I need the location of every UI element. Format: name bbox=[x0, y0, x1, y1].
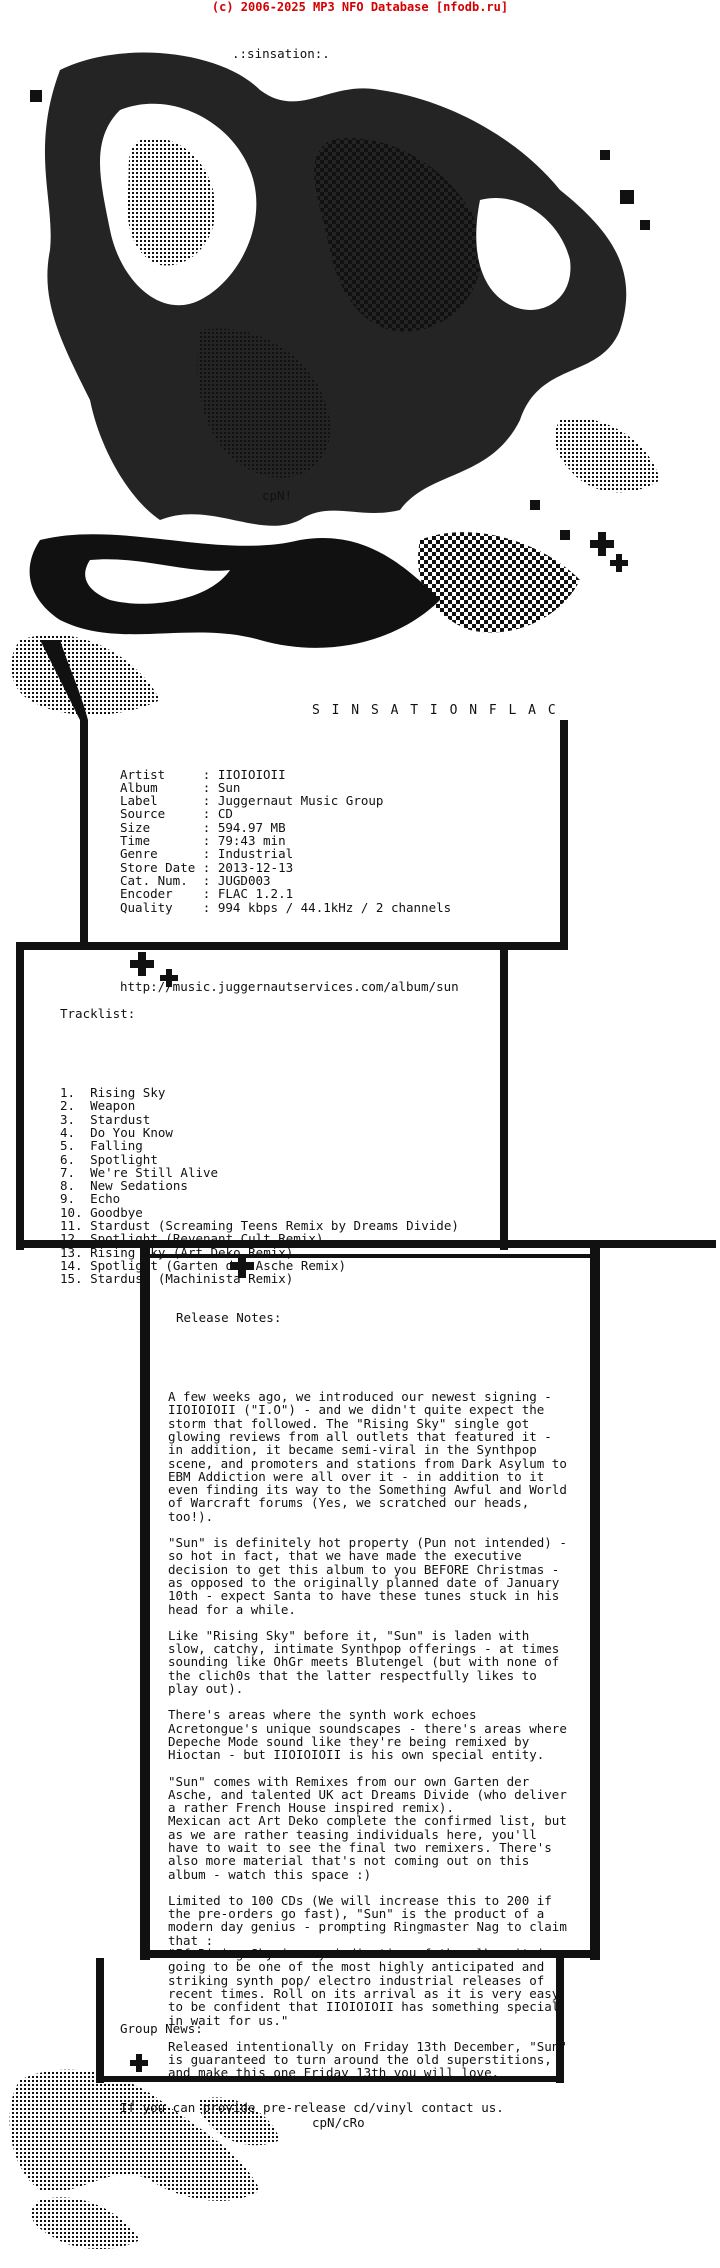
title-tag: .:sinsation:. bbox=[232, 46, 330, 61]
info-row: Source : CD bbox=[120, 806, 233, 822]
track-number: 13. bbox=[60, 1244, 91, 1260]
info-row: Encoder : FLAC 1.2.1 bbox=[120, 886, 294, 902]
nfodb-header: (c) 2006-2025 MP3 NFO Database [nfodb.ru] bbox=[211, 0, 509, 14]
track-number: 6. bbox=[60, 1151, 91, 1167]
track-item bbox=[60, 1166, 459, 1179]
track-number: 14. bbox=[60, 1257, 91, 1273]
info-label: Cat. Num. bbox=[120, 872, 203, 888]
track-number: 4. bbox=[60, 1124, 91, 1140]
track-item bbox=[60, 1219, 459, 1232]
track-title: Falling bbox=[90, 1138, 143, 1154]
track-item bbox=[60, 1246, 459, 1259]
info-value: 79:43 min bbox=[217, 833, 286, 849]
track-item bbox=[60, 1192, 459, 1205]
tracklist-block bbox=[60, 980, 459, 1299]
news-heading: Group News: bbox=[120, 2020, 203, 2036]
track-number: 9. bbox=[60, 1191, 91, 1207]
info-label: Quality bbox=[120, 899, 203, 915]
track-item bbox=[60, 1232, 459, 1245]
track-title: Rising Sky (Art Deko Remix) bbox=[90, 1244, 294, 1260]
info-value: JUGD003 bbox=[217, 872, 271, 888]
info-label: Store Date bbox=[120, 859, 203, 875]
info-value: Sun bbox=[217, 779, 241, 795]
track-title: Echo bbox=[90, 1191, 121, 1207]
track-title: We're Still Alive bbox=[90, 1164, 219, 1180]
info-row: Album : Sun bbox=[120, 779, 241, 795]
track-title: Stardust bbox=[90, 1111, 151, 1127]
notes-heading: Release Notes: bbox=[176, 1309, 282, 1325]
notes-paragraph: Like "Rising Sky" before it, "Sun" is laden with slow, catchy, intimate Synthpop offerings - at times sounding like OhGr meets Blutengel (but with none of the clich0s that the latter respectfully likes to play out). bbox=[168, 1627, 560, 1697]
track-number: 7. bbox=[60, 1164, 91, 1180]
track-number: 12. bbox=[60, 1231, 91, 1247]
info-row: Quality : 994 kbps / 44.1kHz / 2 channels bbox=[120, 899, 452, 915]
track-title: Stardust (Machinista Remix) bbox=[90, 1271, 294, 1287]
info-label: Artist bbox=[120, 766, 203, 782]
notes-paragraph: "Sun" comes with Remixes from our own Garten der Asche, and talented UK act Dreams Divide (who deliver a rather French House inspired remix). Mexican act Art Deko complete the confirmed list, but as we are rather teasing individuals here, you'll have to wait to see the final two remixers. There's also more material that's not coming out on this album - watch this space :) bbox=[168, 1773, 567, 1882]
info-value: CD bbox=[217, 806, 233, 822]
track-title: Spotlight (Garten der Asche Remix) bbox=[90, 1257, 346, 1273]
info-value: 594.97 MB bbox=[217, 819, 286, 835]
track-title: New Sedations bbox=[90, 1178, 188, 1194]
info-label: Album bbox=[120, 779, 203, 795]
info-row: Store Date : 2013-12-13 bbox=[120, 859, 294, 875]
track-number: 10. bbox=[60, 1204, 91, 1220]
track-item bbox=[60, 1113, 459, 1126]
track-item bbox=[60, 1099, 459, 1112]
info-label: Source bbox=[120, 806, 203, 822]
info-label: Time bbox=[120, 833, 203, 849]
track-title: Rising Sky bbox=[90, 1085, 166, 1101]
track-item bbox=[60, 1126, 459, 1139]
notes-paragraph: A few weeks ago, we introduced our newest signing - IIOIOIOII ("I.O") - and we didn't quite expect the storm that followed. The "Rising Sky" single got glowing reviews from all outlets that featured it - in addition, it became semi-viral in the Synthpop scene, and promoters and stations from Dark Asylum to EBM Addiction were all over it - in addition to it even finding its way to the Something Awful and World of Warcraft forums (Yes, we scratched our heads, too!). bbox=[168, 1389, 567, 1524]
tracklist-heading: Tracklist: bbox=[60, 1005, 136, 1021]
info-value: Industrial bbox=[217, 846, 294, 862]
track-title: Spotlight (Revenant Cult Remix) bbox=[90, 1231, 324, 1247]
info-value: 994 kbps / 44.1kHz / 2 channels bbox=[217, 899, 452, 915]
track-title: Spotlight bbox=[90, 1151, 158, 1167]
info-block bbox=[120, 741, 459, 1007]
track-item bbox=[60, 1153, 459, 1166]
track-number: 3. bbox=[60, 1111, 91, 1127]
creature-art bbox=[11, 53, 660, 715]
info-row: Time : 79:43 min bbox=[120, 833, 286, 849]
track-item bbox=[60, 1086, 459, 1099]
info-value: Juggernaut Music Group bbox=[217, 793, 384, 809]
track-number: 15. bbox=[60, 1271, 91, 1287]
track-number: 5. bbox=[60, 1138, 91, 1154]
info-label: Genre bbox=[120, 846, 203, 862]
notes-paragraph: Limited to 100 CDs (We will increase this to 200 if the pre-orders go fast), "Sun" is the product of a modern day genius - prompting Ringmaster Nag to claim that : "If Rising Sky is any indication of the album it is going to be one of the most highly anticipated and striking synth pop/ electro industrial releases of recent times. Roll on its arrival as it is very easy to be confident that IIOIOIOII has something special in wait for us." bbox=[168, 1892, 567, 2028]
notes-paragraph: There's areas where the synth work echoes Acretongue's unique soundscapes - there's areas where Depeche Mode sound like they're being remixed by Hioctan - but IIOIOIOII is his own special entity. bbox=[168, 1707, 567, 1763]
notes-block bbox=[168, 1284, 567, 2106]
track-item bbox=[60, 1179, 459, 1192]
notes-paragraph: Released intentionally on Friday 13th December, "Sun" is guaranteed to turn around the old superstitions, and make this one Friday 13th you will love. bbox=[168, 2038, 567, 2081]
info-value: IIOIOIOII bbox=[217, 766, 286, 782]
info-list bbox=[120, 768, 459, 914]
track-item bbox=[60, 1259, 459, 1272]
info-value: 2013-12-13 bbox=[217, 859, 294, 875]
info-label: Size bbox=[120, 819, 203, 835]
track-number: 1. bbox=[60, 1085, 91, 1101]
track-list bbox=[60, 1086, 459, 1285]
info-row: Label : Juggernaut Music Group bbox=[120, 793, 384, 809]
track-item bbox=[60, 1139, 459, 1152]
info-row: Size : 594.97 MB bbox=[120, 819, 286, 835]
info-label: Label bbox=[120, 793, 203, 809]
news-text: If you can provide pre-release cd/vinyl contact us. bbox=[120, 2100, 504, 2116]
track-number: 11. bbox=[60, 1218, 91, 1234]
track-title: Do You Know bbox=[90, 1124, 173, 1140]
track-number: 8. bbox=[60, 1178, 91, 1194]
info-row: Genre : Industrial bbox=[120, 846, 294, 862]
artist-signature: cpN! bbox=[262, 488, 293, 503]
track-title: Stardust (Screaming Teens Remix by Dreams Divide) bbox=[90, 1218, 459, 1234]
info-row: Cat. Num. : JUGD003 bbox=[120, 872, 271, 888]
track-number: 2. bbox=[60, 1098, 91, 1114]
info-row: Artist : IIOIOIOII bbox=[120, 766, 286, 782]
track-item bbox=[60, 1206, 459, 1219]
notes-paragraph: "Sun" is definitely hot property (Pun not intended) - so hot in fact, that we have made the executive decision to get this album to you BEFORE Christmas - as opposed to the originally planned date of January 10th - expect Santa to have these tunes stuck in his head for a while. bbox=[168, 1535, 567, 1617]
track-title: Goodbye bbox=[90, 1204, 143, 1220]
notes-list bbox=[168, 1390, 567, 2080]
footer-signature: cpN/cRo bbox=[312, 2115, 365, 2130]
news-block bbox=[120, 1995, 504, 2128]
info-label: Encoder bbox=[120, 886, 203, 902]
album-url: http://music.juggernautservices.com/album/sun bbox=[120, 979, 459, 995]
info-value: FLAC 1.2.1 bbox=[217, 886, 294, 902]
banner-title: S I N S A T I O N F L A C bbox=[312, 703, 558, 718]
track-title: Weapon bbox=[90, 1098, 136, 1114]
